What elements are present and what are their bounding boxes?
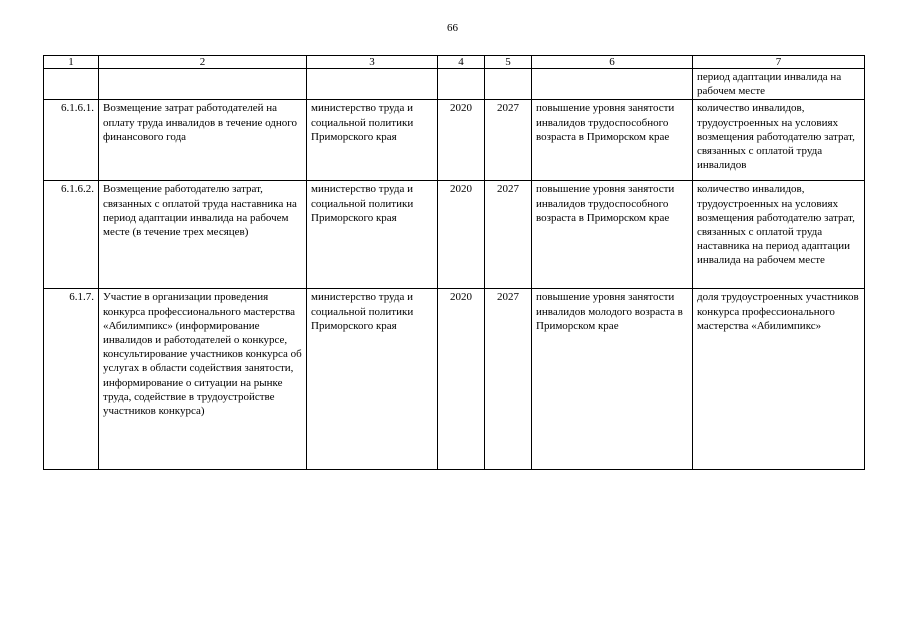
result-cell: повышение уровня занятости инвалидов трудоспособного возраста в Приморском крае	[532, 100, 693, 181]
table-row	[44, 181, 865, 289]
result-cell	[532, 69, 693, 100]
indicator-cell: количество инвалидов, трудоустроенных на условиях возмещения работодателю затрат, связанных с оплатой труда наставника на период адаптации инвалида на рабочем месте	[693, 181, 865, 289]
header-row	[44, 56, 865, 69]
row-id: 6.1.6.1.	[44, 100, 99, 181]
column-header: 4	[438, 56, 485, 69]
measure-cell: Участие в организации проведения конкурса профессионального мастерства «Абилимпикс» (информирование инвалидов и работодателей о конкурсе, консультирование участников конкурса об услугах в области содействия занятости, информирование о ситуации на рынке труда, содействие в трудоустройстве участников конкурса)	[99, 289, 307, 470]
result-cell: повышение уровня занятости инвалидов молодого возраста в Приморском крае	[532, 289, 693, 470]
start-year-cell	[438, 69, 485, 100]
executor-cell: министерство труда и социальной политики Приморского края	[307, 181, 438, 289]
end-year-cell: 2027	[485, 181, 532, 289]
indicator-cell: количество инвалидов, трудоустроенных на условиях возмещения работодателю затрат, связанных с оплатой труда инвалидов	[693, 100, 865, 181]
column-header: 3	[307, 56, 438, 69]
result-cell: повышение уровня занятости инвалидов трудоспособного возраста в Приморском крае	[532, 181, 693, 289]
row-id: 6.1.6.2.	[44, 181, 99, 289]
table-row	[44, 289, 865, 470]
column-header: 5	[485, 56, 532, 69]
table-row	[44, 69, 865, 100]
column-header: 7	[693, 56, 865, 69]
column-header: 6	[532, 56, 693, 69]
table-row	[44, 100, 865, 181]
executor-cell: министерство труда и социальной политики Приморского края	[307, 100, 438, 181]
measure-cell: Возмещение работодателю затрат, связанных с оплатой труда наставника на период адаптации инвалида на рабочем месте (в течение трех месяцев)	[99, 181, 307, 289]
end-year-cell: 2027	[485, 100, 532, 181]
measure-cell	[99, 69, 307, 100]
row-id: 6.1.7.	[44, 289, 99, 470]
measure-cell: Возмещение затрат работодателей на оплату труда инвалидов в течение одного финансового года	[99, 100, 307, 181]
executor-cell: министерство труда и социальной политики Приморского края	[307, 289, 438, 470]
indicator-cell: доля трудоустроенных участников конкурса профессионального мастерства «Абилимпикс»	[693, 289, 865, 470]
end-year-cell: 2027	[485, 289, 532, 470]
column-header: 2	[99, 56, 307, 69]
start-year-cell: 2020	[438, 289, 485, 470]
row-id	[44, 69, 99, 100]
start-year-cell: 2020	[438, 100, 485, 181]
start-year-cell: 2020	[438, 181, 485, 289]
column-header: 1	[44, 56, 99, 69]
end-year-cell	[485, 69, 532, 100]
page-number: 66	[447, 22, 458, 34]
executor-cell	[307, 69, 438, 100]
program-table	[43, 55, 865, 470]
indicator-cell: период адаптации инвалида на рабочем месте	[693, 69, 865, 100]
